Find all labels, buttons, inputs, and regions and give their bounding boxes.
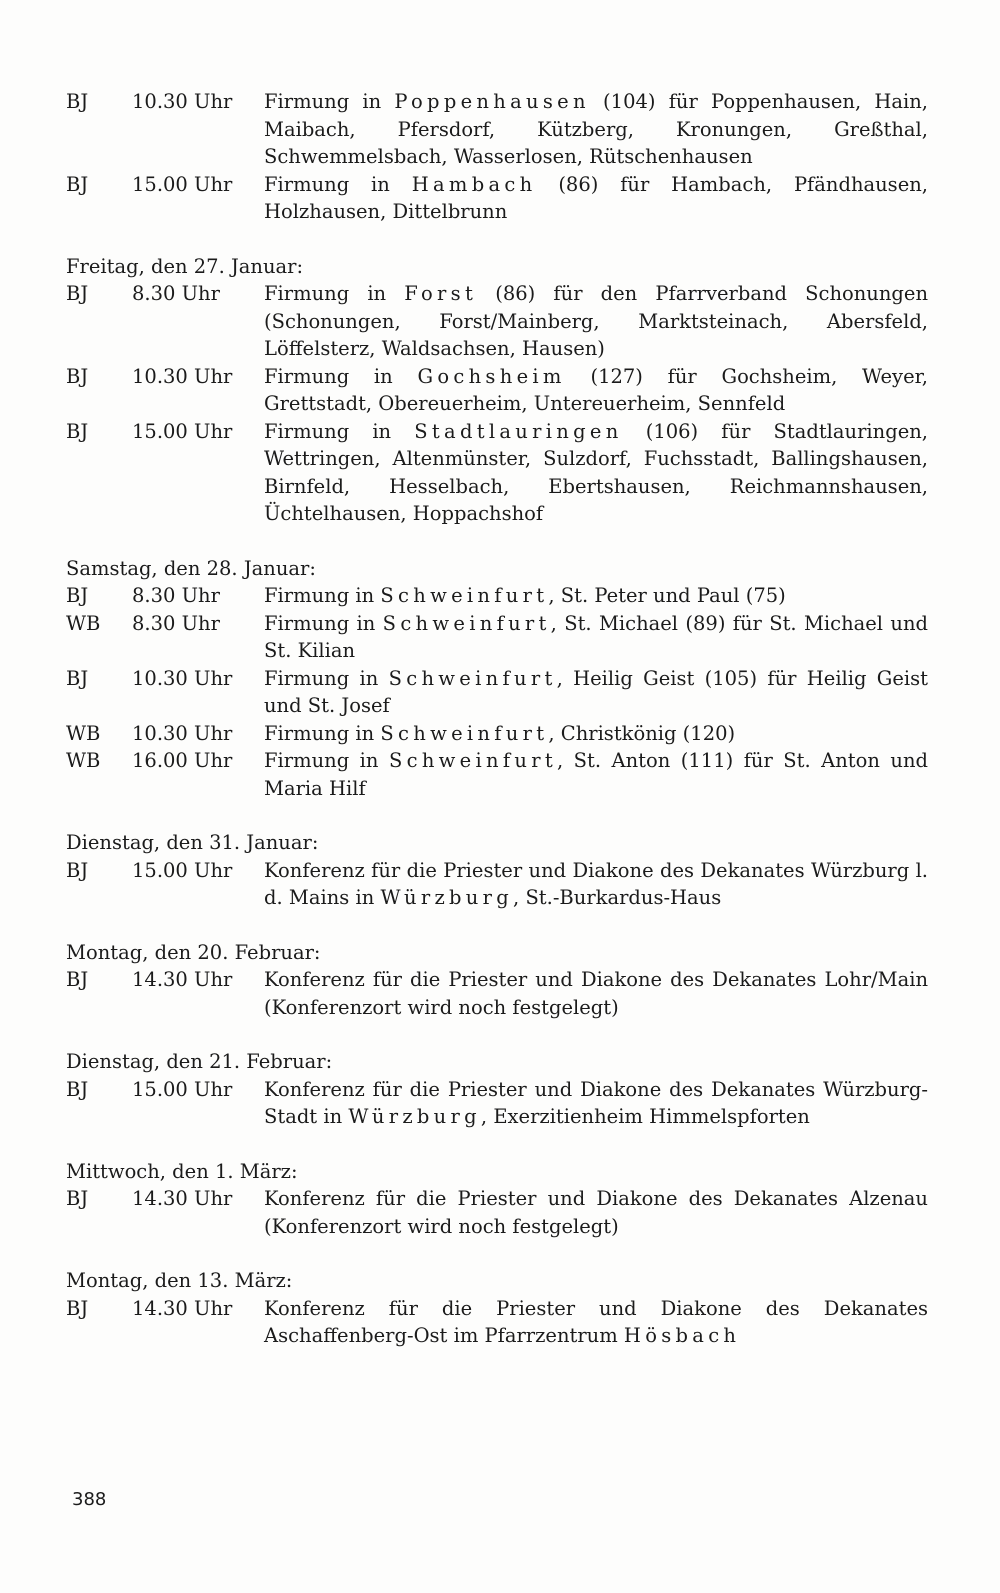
event-time: 10.30 Uhr [132,666,233,690]
officiant-initials: BJ [66,364,89,388]
schedule-day-section [66,1158,928,1241]
schedule-entry [66,857,928,912]
description-text: , St. Peter und Paul (75) [548,584,786,607]
officiant-initials: BJ [66,968,89,991]
officiant-initials: BJ [66,1296,89,1320]
description-text: , Christkönig (120) [548,721,736,745]
officiant-initials: BJ [66,858,89,882]
officiant-initials: WB [66,611,101,635]
schedule-entry [66,966,928,1021]
event-description [264,418,928,528]
place-name: Würzburg [380,886,514,909]
day-heading: Freitag, den 27. Januar: [66,254,304,278]
schedule-entry [66,747,928,802]
schedule-entry [66,1076,928,1131]
description-text: (86) für Hambach, Pfändhausen, Holzhausen, Dittelbrunn [264,172,928,223]
event-time: 14.30 Uhr [132,1296,233,1320]
event-description [264,966,928,1021]
description-text: Firmung in [264,282,405,305]
event-time: 10.30 Uhr [132,90,233,113]
officiant-initials: BJ [66,1187,89,1210]
schedule-entry [66,665,928,720]
officiant-initials: WB [66,721,101,745]
place-name: Gochsheim [417,364,566,388]
schedule-day-section [66,1048,928,1131]
description-text: Firmung in [264,749,389,772]
description-text: Firmung in [264,419,415,443]
page-number: 388 [72,1489,107,1510]
event-description [264,720,928,748]
event-time: 15.00 Uhr [132,858,233,882]
officiant-initials: BJ [66,419,89,443]
event-description [264,1185,928,1240]
description-text: Firmung in [264,90,395,113]
day-heading: Montag, den 20. Februar: [66,940,321,964]
event-time: 8.30 Uhr [132,611,220,635]
schedule-entry [66,363,928,418]
day-heading: Dienstag, den 31. Januar: [66,831,319,854]
place-name: Stadtlauringen [414,419,623,443]
officiant-initials: BJ [66,1077,89,1101]
description-text: Firmung in [264,721,381,745]
description-text: (86) für den Pfarrverband Schonungen (Schonungen, Forst/Mainberg, Marktsteinach, Abersfeld, Löffelsterz, Waldsachsen, Hausen) [264,282,928,360]
schedule-entry [66,88,928,171]
place-name: Schweinfurt [388,666,557,690]
officiant-initials: BJ [66,172,89,196]
description-text: Firmung in [264,666,389,690]
day-heading: Dienstag, den 21. Februar: [66,1050,333,1073]
event-time: 15.00 Uhr [132,1077,233,1101]
description-text: , St. Michael (89) für St. Michael und St. Kilian [264,611,928,662]
event-description [264,363,928,418]
description-text: Firmung in [264,172,412,196]
officiant-initials: BJ [66,90,89,113]
event-time: 16.00 Uhr [132,749,233,772]
event-time: 10.30 Uhr [132,364,233,388]
schedule-day-section [66,939,928,1022]
description-text: Konferenz für die Priester und Diakone des Dekanates Alzenau (Konferenzort wird noch festgelegt) [264,1187,928,1238]
schedule-entry [66,1185,928,1240]
place-name: Forst [404,282,478,305]
description-text: Konferenz für die Priester und Diakone des Dekanates Würzburg l. d. Mains in [264,858,928,909]
place-name: Schweinfurt [380,721,549,745]
description-text: , Heilig Geist (105) für Heilig Geist und St. Josef [264,666,929,717]
description-text: (106) für Stadtlauringen, Wettringen, Altenmünster, Sulzdorf, Fuchsstadt, Ballingshausen, Birnfeld, Hesselbach, Ebertshausen, Reichmannshausen, Üchtelhausen, Hoppachshof [264,419,929,525]
place-name: Schweinfurt [382,611,551,635]
event-description [264,610,928,665]
officiant-initials: BJ [66,282,89,305]
day-heading: Samstag, den 28. Januar: [66,556,316,580]
event-description [264,280,928,363]
event-time: 15.00 Uhr [132,419,233,443]
description-text: , St.-Burkardus-Haus [513,886,722,909]
schedule-entry [66,171,928,226]
event-description [264,857,928,912]
schedule-day-section [66,88,928,226]
schedule-entry [66,582,928,610]
event-time: 14.30 Uhr [132,968,233,991]
schedule-day-section [66,1267,928,1350]
place-name: Hösbach [623,1324,741,1347]
schedule-day-section [66,555,928,803]
description-text: Konferenz für die Priester und Diakone des Dekanates Aschaffenberg-Ost im Pfarrzentrum [264,1296,928,1347]
place-name: Schweinfurt [380,584,549,607]
description-text: Konferenz für die Priester und Diakone des Dekanates Würzburg-Stadt in [264,1077,928,1128]
schedule-entry [66,1295,928,1350]
description-text: Konferenz für die Priester und Diakone des Dekanates Lohr/Main (Konferenzort wird noch festgelegt) [264,968,928,1019]
event-description [264,1076,928,1131]
event-description [264,582,928,610]
event-description [264,1295,928,1350]
event-time: 14.30 Uhr [132,1187,233,1210]
schedule-entry [66,610,928,665]
event-time: 8.30 Uhr [132,282,220,305]
schedule-entry [66,418,928,528]
event-description [264,747,928,802]
schedule-content [66,88,928,1377]
event-description [264,171,928,226]
place-name: Schweinfurt [388,749,557,772]
event-time: 8.30 Uhr [132,584,220,607]
event-description [264,665,928,720]
description-text: (104) für Poppenhausen, Hain, Maibach, Pfersdorf, Kützberg, Kronungen, Greßthal, Schwemmelsbach, Wasserlosen, Rütschenhausen [264,90,929,168]
place-name: Hambach [411,172,537,196]
event-description [264,88,928,171]
schedule-day-section [66,829,928,912]
description-text: , St. Anton (111) für St. Anton und Maria Hilf [264,749,929,800]
description-text: Firmung in [264,364,418,388]
day-heading: Montag, den 13. März: [66,1269,293,1292]
description-text: , Exerzitienheim Himmelspforten [480,1105,810,1128]
description-text: (127) für Gochsheim, Weyer, Grettstadt, Obereuerheim, Untereuerheim, Sennfeld [264,364,928,415]
schedule-entry [66,720,928,748]
day-heading: Mittwoch, den 1. März: [66,1159,298,1183]
schedule-entry [66,280,928,363]
event-time: 10.30 Uhr [132,721,233,745]
place-name: Würzburg [348,1105,481,1128]
place-name: Poppenhausen [394,90,590,113]
officiant-initials: BJ [66,584,89,607]
schedule-day-section [66,253,928,528]
officiant-initials: BJ [66,666,89,690]
event-time: 15.00 Uhr [132,172,233,196]
description-text: Firmung in [264,584,381,607]
officiant-initials: WB [66,749,101,772]
description-text: Firmung in [264,611,383,635]
